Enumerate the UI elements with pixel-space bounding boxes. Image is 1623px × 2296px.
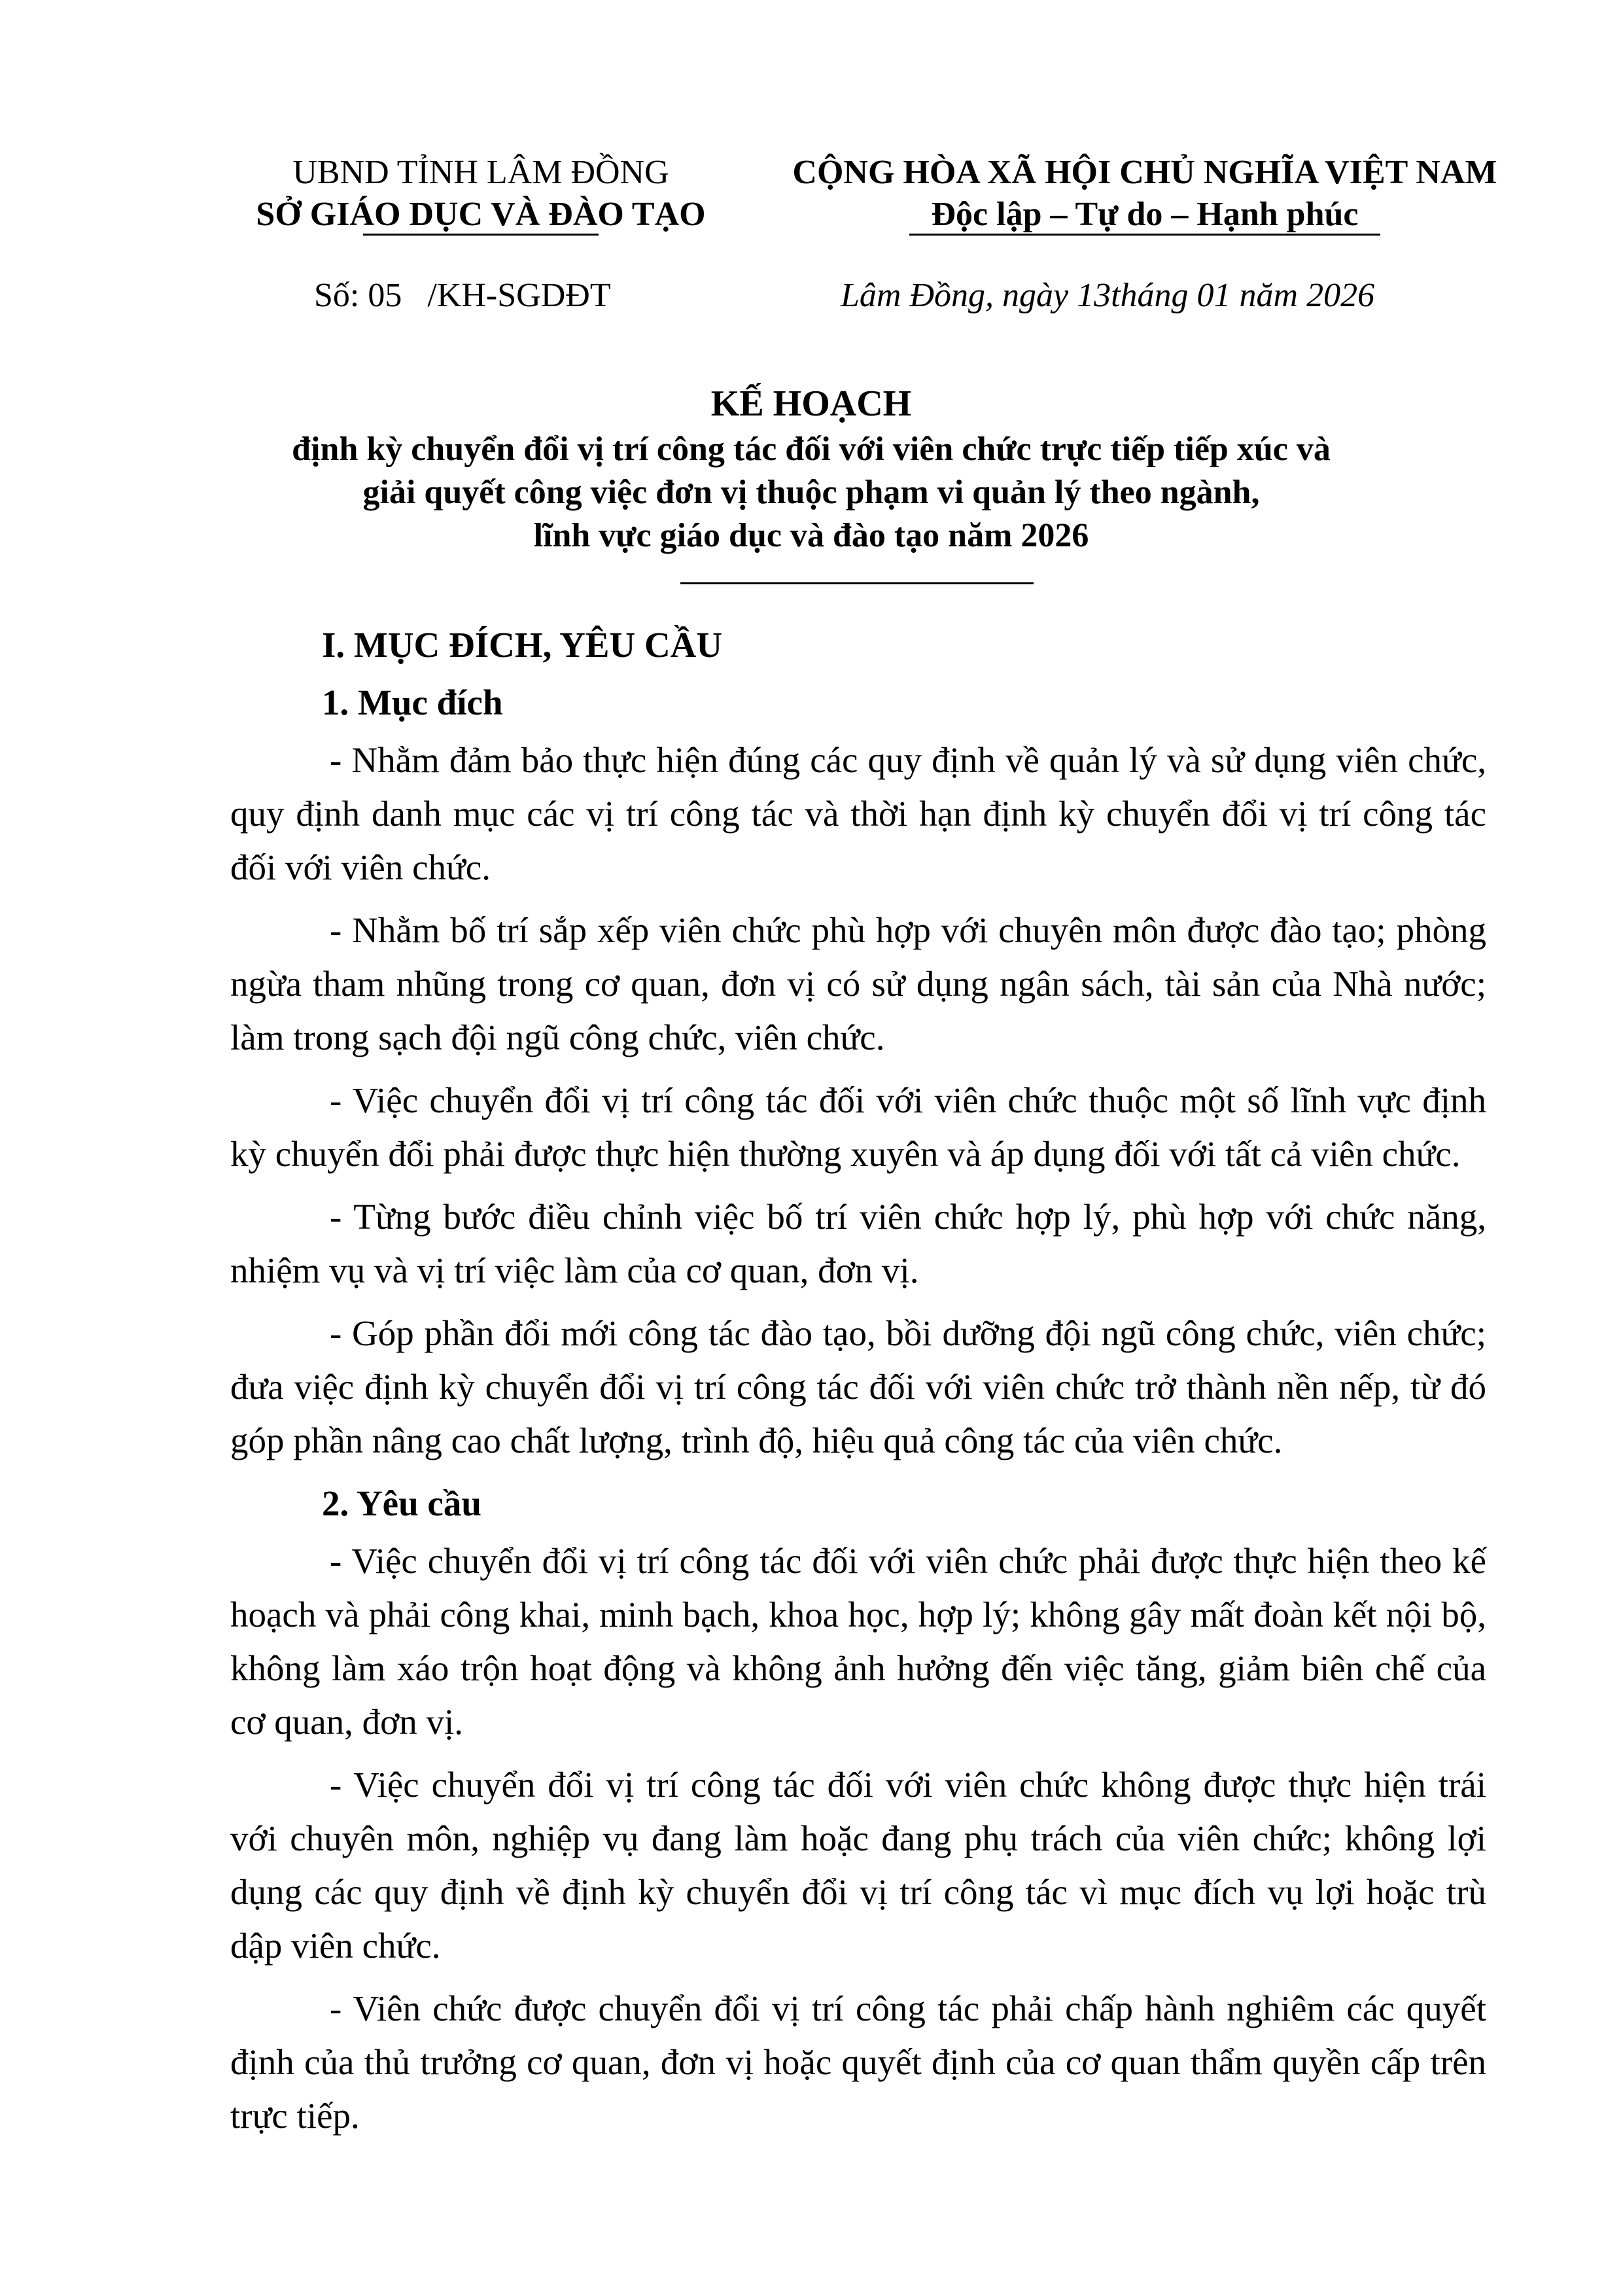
document-date: Lâm Đồng, ngày 13tháng 01 năm 2026 [841, 277, 1375, 314]
agency-underline [363, 234, 599, 236]
title-main: KẾ HOẠCH [710, 383, 912, 424]
paragraph: - Nhằm bố trí sắp xếp viên chức phù hợp với chuyên môn được đào tạo; phòng ngừa tham nhũng trong cơ quan, đơn vị có sử dụng ngân sách, tài sản của Nhà nước; làm trong sạch đội ngũ công chức, viên chức. [230, 910, 1486, 1057]
national-motto [752, 152, 1537, 236]
title-line-3: lĩnh vực giáo dục và đào tạo năm 2026 [533, 517, 1089, 554]
document-body [230, 618, 1486, 2152]
section-heading: I. MỤC ĐÍCH, YÊU CẦU [322, 625, 723, 665]
paragraph: - Góp phần đổi mới công tác đào tạo, bồi dưỡng đội ngũ công chức, viên chức; đưa việc định kỳ chuyển đổi vị trí công tác đối với viên chức trở thành nền nếp, từ đó góp phần nâng cao chất lượng, trình độ, hiệu quả công tác của viên chức. [230, 1313, 1486, 1460]
paragraph: - Viên chức được chuyển đổi vị trí công tác phải chấp hành nghiêm các quyết định của thủ trưởng cơ quan, đơn vị hoặc quyết định của cơ quan thẩm quyền cấp trên trực tiếp. [230, 1988, 1486, 2136]
paragraph: - Nhằm đảm bảo thực hiện đúng các quy định về quản lý và sử dụng viên chức, quy định danh mục các vị trí công tác và thời hạn định kỳ chuyển đổi vị trí công tác đối với viên chức. [230, 740, 1486, 887]
country-name: CỘNG HÒA XÃ HỘI CHỦ NGHĨA VIỆT NAM [792, 154, 1497, 191]
agency-parent: UBND TỈNH LÂM ĐỒNG [292, 154, 669, 191]
document-number: Số: 05 /KH-SGDĐT [314, 277, 611, 314]
document-title [222, 380, 1400, 557]
title-underline [680, 582, 1034, 584]
motto: Độc lập – Tự do – Hạnh phúc [931, 196, 1359, 233]
paragraph: - Việc chuyển đổi vị trí công tác đối với viên chức thuộc một số lĩnh vực định kỳ chuyển đổi phải được thực hiện thường xuyên và áp dụng đối với tất cả viên chức. [230, 1080, 1486, 1174]
paragraph: - Từng bước điều chỉnh việc bố trí viên chức hợp lý, phù hợp với chức năng, nhiệm vụ và vị trí việc làm của cơ quan, đơn vị. [230, 1197, 1486, 1290]
agency-name: SỞ GIÁO DỤC VÀ ĐÀO TẠO [256, 196, 706, 233]
subsection-heading-purpose: 1. Mục đích [322, 682, 503, 722]
motto-underline [909, 234, 1380, 236]
subsection-heading-requirements: 2. Yêu cầu [322, 1483, 481, 1523]
paragraph: - Việc chuyển đổi vị trí công tác đối với viên chức phải được thực hiện theo kế hoạch và phải công khai, minh bạch, khoa học, hợp lý; không gây mất đoàn kết nội bộ, không làm xáo trộn hoạt động và không ảnh hưởng đến việc tăng, giảm biên chế của cơ quan, đơn vị. [230, 1541, 1486, 1742]
title-line-1: định kỳ chuyển đổi vị trí công tác đối với viên chức trực tiếp tiếp xúc và [292, 431, 1331, 468]
issuing-agency [226, 152, 736, 236]
title-line-2: giải quyết công việc đơn vị thuộc phạm vi quản lý theo ngành, [362, 474, 1260, 511]
paragraph: - Việc chuyển đổi vị trí công tác đối với viên chức không được thực hiện trái với chuyên môn, nghiệp vụ đang làm hoặc đang phụ trách của viên chức; không lợi dụng các quy định về định kỳ chuyển đổi vị trí công tác vì mục đích vụ lợi hoặc trù dập viên chức. [230, 1765, 1486, 1966]
